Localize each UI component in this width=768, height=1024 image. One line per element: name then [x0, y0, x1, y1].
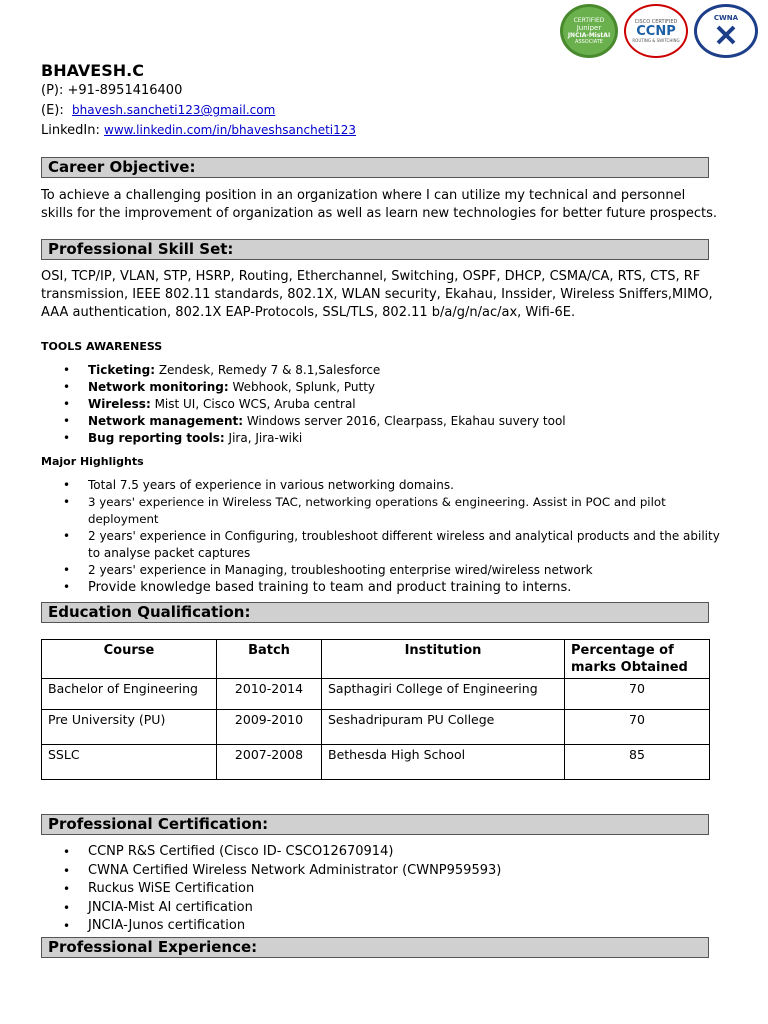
tools-list	[41, 362, 566, 447]
email-line	[41, 103, 275, 118]
badge-top-text: CERTIFIED	[573, 17, 605, 24]
list-item: • 2 years' experience in Managing, troubleshooting enterprise wired/wireless network	[41, 562, 731, 579]
table-cell: Bachelor of Engineering	[42, 679, 217, 710]
phone-label: (P):	[41, 83, 64, 98]
list-item: • Total 7.5 years of experience in various networking domains.	[41, 477, 731, 494]
badge-brand-text: Juniper	[576, 24, 602, 32]
certification-badges	[560, 4, 758, 58]
column-header: Course	[42, 640, 217, 679]
column-header: Batch	[217, 640, 322, 679]
career-objective-text: To achieve a challenging position in an organization where I can utilize my technical and personnel skills for the improvement of organization as well as learn new technologies for better future prospects.	[41, 188, 718, 221]
tool-label: Network monitoring:	[88, 380, 229, 394]
skill-set-text: OSI, TCP/IP, VLAN, STP, HSRP, Routing, Etherchannel, Switching, OSPF, DHCP, CSMA/CA, RTS, CTS, RF transmission, IEEE 802.11 standards, 802.1X, WLAN security, Ekahau, Inssider, Wireless Sniffers,MIMO, AAA authentication, 802.1X EAP-Protocols, SSL/TLS, 802.11 b/a/g/n/ac/ax, Wifi-6E.	[41, 269, 713, 320]
tool-label: Ticketing:	[88, 363, 155, 377]
career-objective-heading: Career Objective:	[41, 157, 709, 178]
linkedin-label: LinkedIn:	[41, 123, 100, 138]
table-row	[42, 745, 710, 780]
table-cell: 85	[565, 745, 710, 780]
tools-heading: TOOLS AWARENESS	[41, 340, 163, 353]
email-link[interactable]: bhavesh.sancheti123@gmail.com	[72, 103, 276, 117]
jncia-mist-badge-icon	[560, 4, 618, 58]
list-item: • 3 years' experience in Wireless TAC, networking operations & engineering. Assist in POC and pilot deployment	[41, 494, 731, 528]
table-row	[42, 679, 710, 710]
column-header: Percentage of marks Obtained	[565, 640, 710, 679]
table-header-row	[42, 640, 710, 679]
list-item: • CWNA Certified Wireless Network Administrator (CWNP959593)	[41, 862, 501, 881]
list-item	[41, 430, 566, 447]
list-item: • Ruckus WiSE Certification	[41, 880, 501, 899]
candidate-name: BHAVESH.C	[41, 61, 144, 80]
ccnp-badge-icon	[624, 4, 688, 58]
certification-list	[41, 843, 501, 936]
phone-number: +91-8951416400	[67, 83, 183, 98]
list-item: • JNCIA-Mist AI certification	[41, 899, 501, 918]
email-label: (E):	[41, 103, 64, 118]
list-item	[41, 379, 566, 396]
table-cell: 2007-2008	[217, 745, 322, 780]
tool-label: Network management:	[88, 414, 244, 428]
phone-line	[41, 83, 182, 98]
tool-label: Bug reporting tools:	[88, 431, 225, 445]
badge-bottom-text: ROUTING & SWITCHING	[632, 38, 680, 43]
list-item	[41, 396, 566, 413]
table-cell: Sapthagiri College of Engineering	[322, 679, 565, 710]
table-cell: Pre University (PU)	[42, 710, 217, 745]
badge-main-text: JNCIA-MistAI	[567, 32, 611, 39]
table-cell: SSLC	[42, 745, 217, 780]
list-item: • 2 years' experience in Configuring, troubleshoot different wireless and analytical products and the ability to analyse packet captures	[41, 528, 731, 562]
list-item	[41, 362, 566, 379]
linkedin-link[interactable]: www.linkedin.com/in/bhaveshsancheti123	[104, 123, 357, 137]
column-header: Institution	[322, 640, 565, 679]
highlights-heading: Major Highlights	[41, 455, 144, 468]
table-cell: 2010-2014	[217, 679, 322, 710]
table-cell: Bethesda High School	[322, 745, 565, 780]
tool-label: Wireless:	[88, 397, 151, 411]
tool-value: Mist UI, Cisco WCS, Aruba central	[150, 397, 356, 411]
tool-value: Windows server 2016, Clearpass, Ekahau suvery tool	[243, 414, 566, 428]
list-item	[41, 413, 566, 430]
education-heading: Education Qualification:	[41, 602, 709, 623]
table-cell: Seshadripuram PU College	[322, 710, 565, 745]
skill-set-heading: Professional Skill Set:	[41, 239, 709, 260]
table-cell: 70	[565, 679, 710, 710]
list-item: • Provide knowledge based training to team and product training to interns.	[41, 579, 731, 596]
badge-bottom-text: ASSOCIATE	[575, 39, 603, 45]
highlights-list	[41, 477, 731, 596]
certification-heading: Professional Certification:	[41, 814, 709, 835]
table-row	[42, 710, 710, 745]
education-table	[41, 639, 710, 780]
badge-main-text: CWNA	[713, 14, 739, 22]
cwna-badge-icon	[694, 4, 758, 58]
tool-value: Webhook, Splunk, Putty	[228, 380, 376, 394]
badge-top-text: CISCO CERTIFIED	[634, 19, 678, 25]
list-item: • CCNP R&S Certified (Cisco ID- CSCO12670914)	[41, 843, 501, 862]
tool-value: Jira, Jira-wiki	[224, 431, 303, 445]
badge-main-text: CCNP	[636, 24, 676, 39]
table-cell: 2009-2010	[217, 710, 322, 745]
tool-value: Zendesk, Remedy 7 & 8.1,Salesforce	[155, 363, 381, 377]
list-item: • JNCIA-Junos certification	[41, 917, 501, 936]
table-cell: 70	[565, 710, 710, 745]
wrench-icon	[713, 22, 739, 48]
experience-heading: Professional Experience:	[41, 937, 709, 958]
linkedin-line	[41, 123, 356, 138]
